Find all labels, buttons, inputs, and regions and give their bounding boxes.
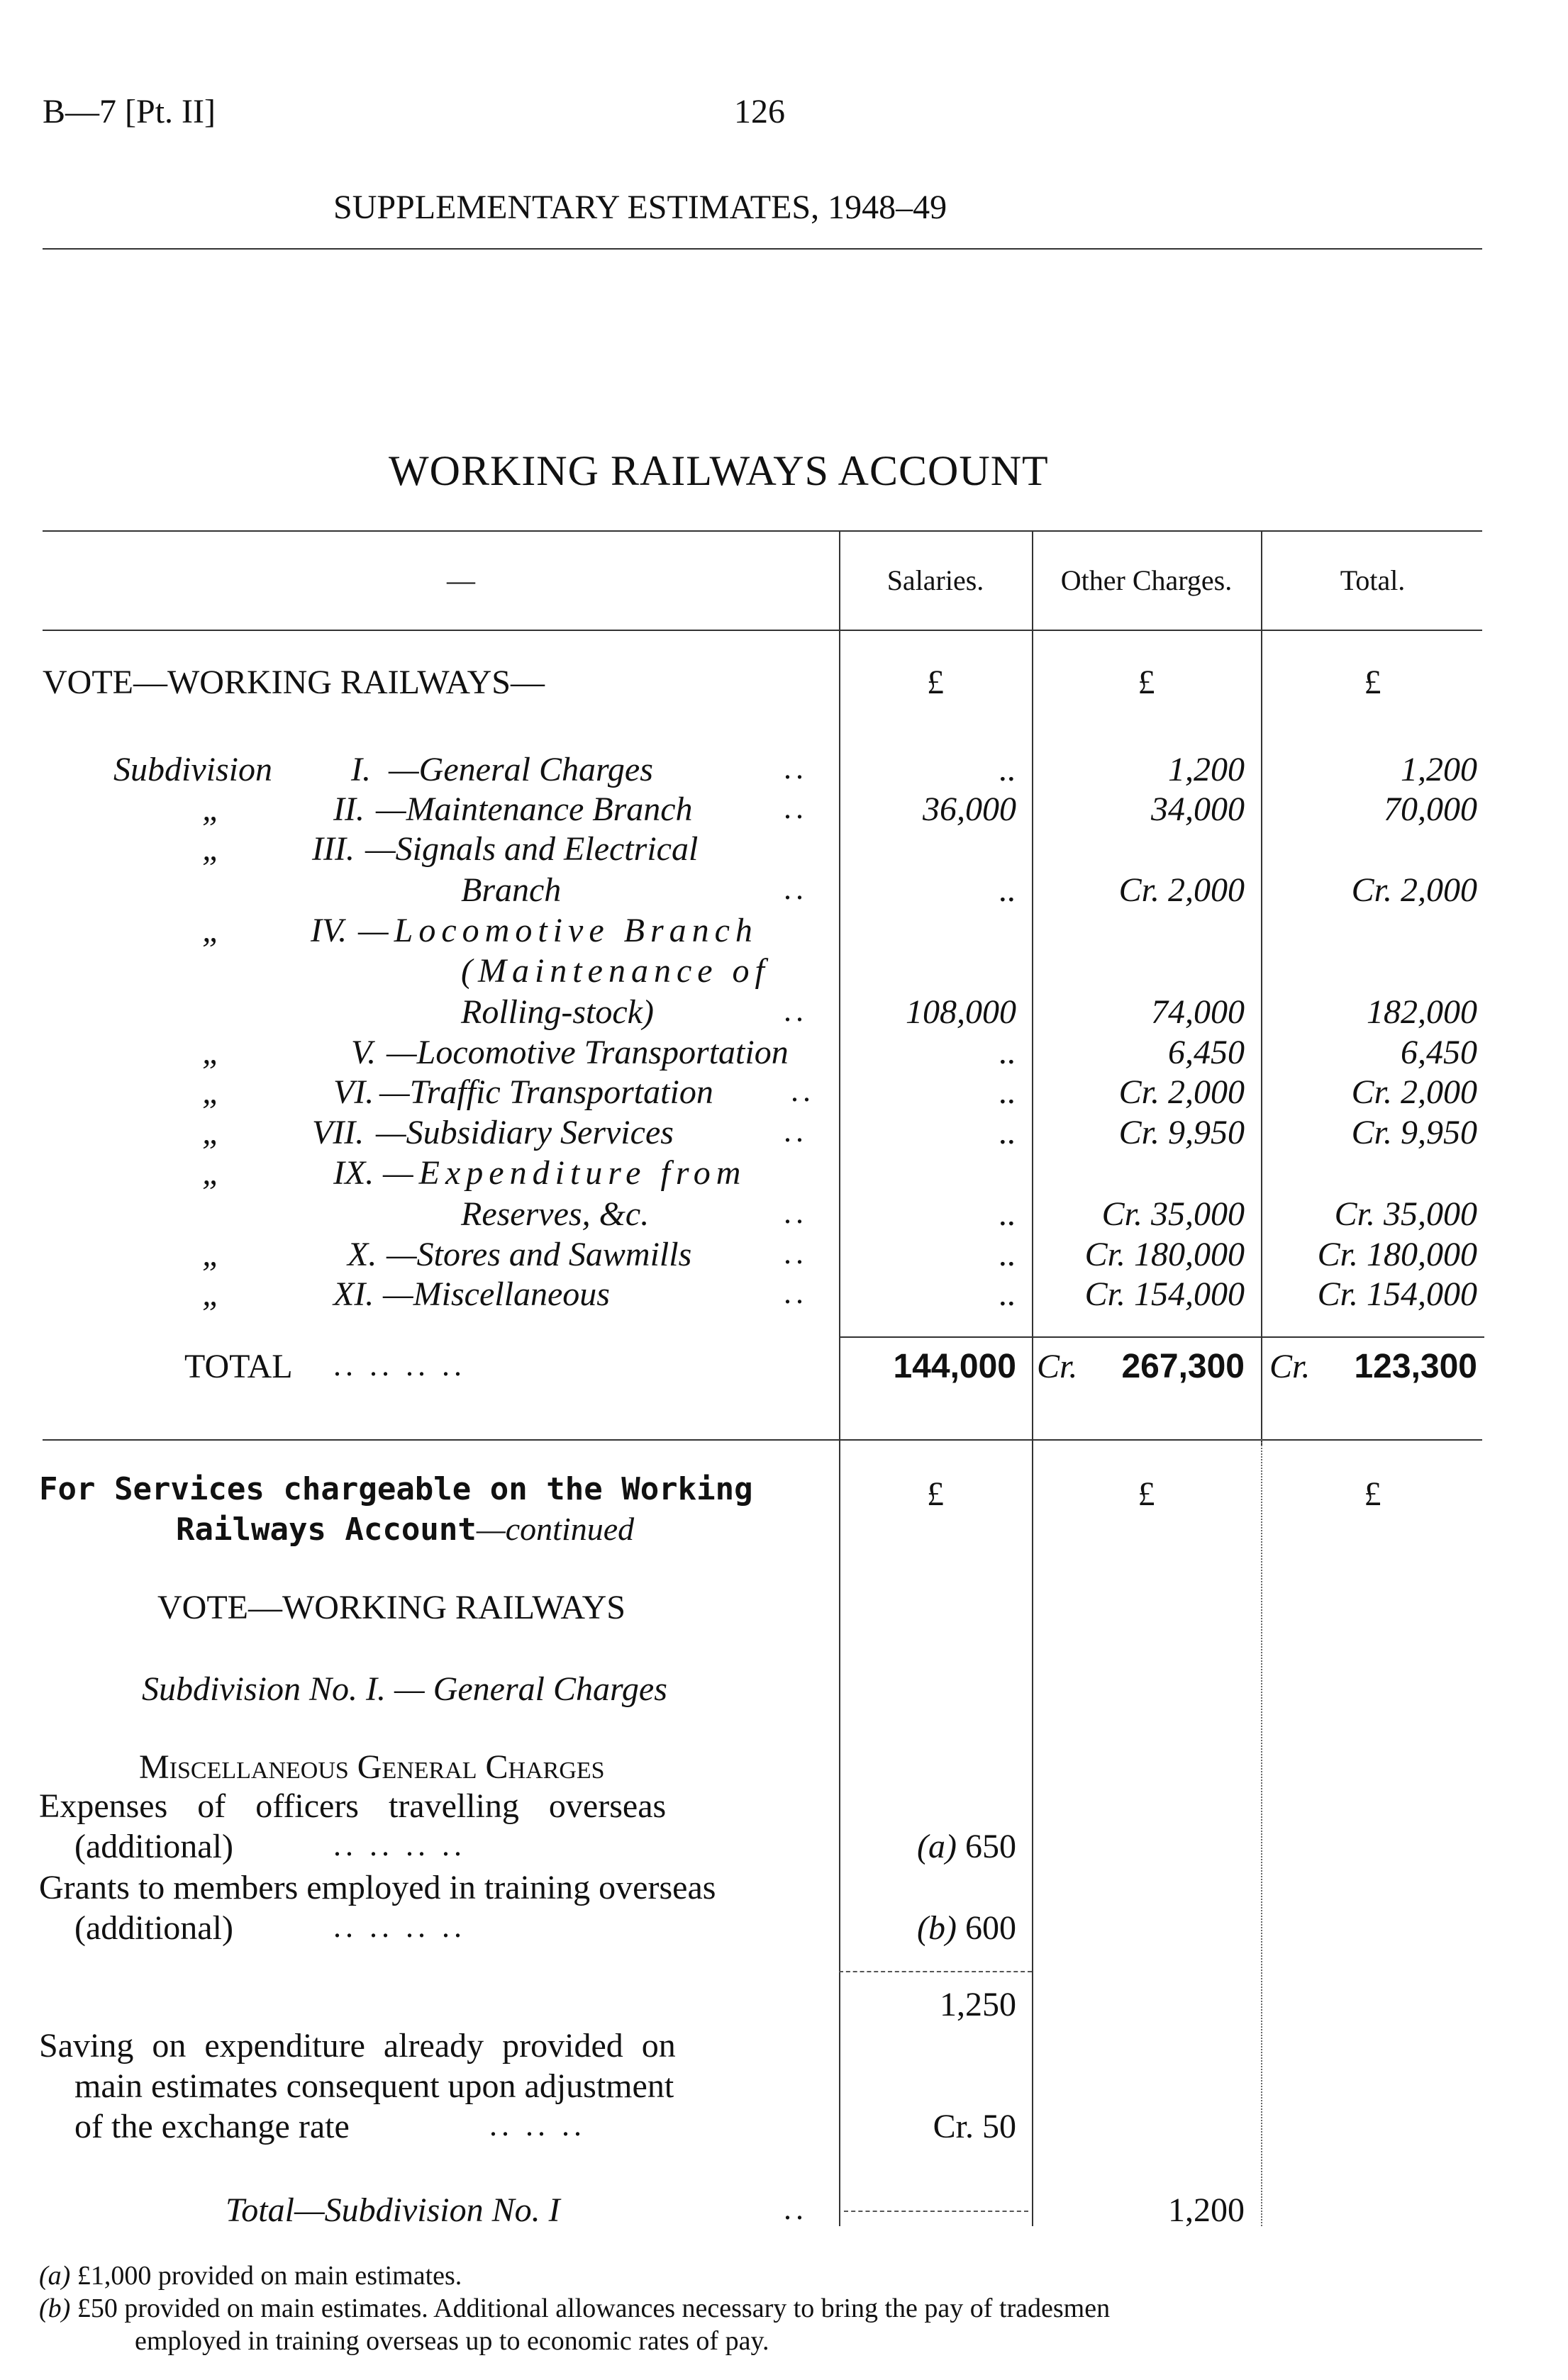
leader-dots: ..: [784, 871, 808, 906]
row-other: Cr. 2,000: [1118, 1073, 1245, 1111]
leader-dots: ..: [791, 1073, 815, 1108]
row-salaries: ..: [999, 1073, 1016, 1111]
row-salaries: ..: [999, 1236, 1016, 1273]
row-salaries: ..: [999, 1114, 1016, 1151]
leader-dots: .. .. ..: [489, 2108, 586, 2142]
row-other: 1,200: [1168, 751, 1245, 788]
row-salaries: ..: [999, 1195, 1016, 1233]
row-salaries: ..: [999, 1275, 1016, 1313]
row-total: Cr. 35,000: [1334, 1195, 1477, 1233]
total-other: 267,300: [1121, 1348, 1245, 1385]
ditto-mark: „: [202, 1073, 221, 1111]
row-number: IV.: [311, 912, 347, 949]
row-number: III.: [312, 830, 355, 868]
item-1-line-2: (additional): [74, 1828, 233, 1865]
footnote-a: (a) £1,000 provided on main estimates.: [39, 2261, 462, 2291]
row-number: X.: [347, 1236, 377, 1273]
total-upper-rule: [839, 1336, 1484, 1338]
ditto-mark: „: [202, 912, 221, 949]
services-vote-label: VOTE—WORKING RAILWAYS: [157, 1589, 625, 1626]
item-1-amount: (a) 650: [917, 1828, 1016, 1865]
row-number: VII.: [312, 1114, 365, 1151]
row-salaries: ..: [999, 751, 1016, 788]
row-salaries: 108,000: [906, 993, 1016, 1031]
saving-amount: Cr. 50: [933, 2108, 1016, 2145]
services-divider-3: [1261, 1439, 1262, 2226]
running-title: SUPPLEMENTARY ESTIMATES, 1948–49: [333, 189, 947, 226]
ditto-mark: „: [202, 830, 221, 868]
row-total: 70,000: [1384, 790, 1477, 828]
column-header-salaries: Salaries.: [886, 564, 984, 596]
leader-dots: .. .. .. ..: [333, 1348, 466, 1382]
total-label: TOTAL: [184, 1348, 293, 1385]
table-bottom-rule: [43, 1439, 1482, 1441]
row-name-line-1: —Locomotive Branch: [358, 912, 758, 949]
table-top-rule: [43, 530, 1482, 532]
vote-label: VOTE—WORKING RAILWAYS—: [43, 664, 545, 701]
subdivision-total-rule: [844, 2211, 1028, 2212]
row-name-line-2: Reserves, &c.: [461, 1195, 650, 1233]
row-name: —Locomotive Transportation: [387, 1034, 789, 1071]
row-number: I.: [351, 751, 371, 788]
row-name-line-1: —Expenditure from: [383, 1154, 747, 1192]
row-other: 34,000: [1151, 790, 1245, 828]
table-header-rule: [43, 630, 1482, 631]
leader-dots: ..: [784, 1236, 808, 1270]
services-currency-2: £: [1138, 1475, 1155, 1513]
leader-dots: ..: [784, 2191, 808, 2226]
row-number: V.: [351, 1034, 377, 1071]
ditto-mark: „: [202, 1114, 221, 1151]
row-total: Cr. 2,000: [1351, 871, 1477, 909]
ditto-mark: „: [202, 1275, 221, 1313]
row-other: 6,450: [1168, 1034, 1245, 1071]
row-total: Cr. 9,950: [1351, 1114, 1477, 1151]
item-2-line-1: Grants to members employed in training overseas: [39, 1869, 716, 1906]
leader-dots: .. .. .. ..: [333, 1909, 466, 1944]
row-name: —General Charges: [389, 751, 653, 788]
row-other: Cr. 180,000: [1084, 1236, 1245, 1273]
ditto-mark: „: [202, 1154, 221, 1192]
ditto-mark: „: [202, 1236, 221, 1273]
row-other: Cr. 2,000: [1118, 871, 1245, 909]
services-divider-2: [1032, 1439, 1033, 2226]
leader-dots: ..: [784, 1275, 808, 1310]
total-other-prefix: Cr.: [1037, 1348, 1078, 1385]
row-salaries: ..: [999, 871, 1016, 909]
row-total: Cr. 2,000: [1351, 1073, 1477, 1111]
row-total: 182,000: [1367, 993, 1477, 1031]
page-reference: B—7 [Pt. II]: [43, 93, 216, 130]
saving-line-1: Saving on expenditure already provided on: [39, 2027, 676, 2065]
row-total: 6,450: [1401, 1034, 1477, 1071]
row-other: Cr. 154,000: [1084, 1275, 1245, 1313]
account-title: WORKING RAILWAYS ACCOUNT: [389, 447, 1049, 494]
saving-line-2: main estimates consequent upon adjustment: [74, 2067, 674, 2105]
currency-salaries: £: [927, 664, 944, 701]
leader-dots: ..: [784, 993, 808, 1028]
row-name: —Maintenance Branch: [376, 790, 693, 828]
services-heading-line-2: Railways Account—continued: [176, 1511, 635, 1548]
row-other: Cr. 9,950: [1118, 1114, 1245, 1151]
subdivision-total-label: Total—Subdivision No. I: [226, 2191, 560, 2229]
total-total: 123,300: [1354, 1348, 1477, 1385]
page-number: 126: [734, 93, 785, 130]
row-name-line-2: (Maintenance of: [461, 952, 770, 990]
row-name: —Stores and Sawmills: [387, 1236, 692, 1273]
item-2-line-2: (additional): [74, 1909, 233, 1947]
footnote-b-line-1: (b) £50 provided on main estimates. Additional allowances necessary to bring the pay of tradesmen: [39, 2294, 1111, 2323]
total-total-prefix: Cr.: [1269, 1348, 1311, 1385]
row-name: —Traffic Transportation: [379, 1073, 713, 1111]
row-name-line-1: —Signals and Electrical: [365, 830, 699, 868]
row-number: XI.: [333, 1275, 374, 1313]
services-currency-3: £: [1364, 1475, 1381, 1513]
row-name-line-3: Rolling-stock): [461, 993, 654, 1031]
row-salaries: 36,000: [923, 790, 1016, 828]
row-total: Cr. 180,000: [1317, 1236, 1477, 1273]
footnote-b-line-2: employed in training overseas up to economic rates of pay.: [135, 2326, 769, 2356]
leader-dots: ..: [784, 790, 808, 825]
subdivision-total-amount: 1,200: [1168, 2191, 1245, 2229]
column-header-other-charges: Other Charges.: [1060, 564, 1233, 596]
row-number: II.: [333, 790, 365, 828]
row-total: 1,200: [1401, 751, 1477, 788]
leader-dots: ..: [784, 751, 808, 786]
services-subdivision-label: Subdivision No. I. — General Charges: [142, 1670, 667, 1708]
stub-header: —: [447, 564, 475, 596]
row-number: IX.: [333, 1154, 374, 1192]
section-title: Miscellaneous General Charges: [139, 1748, 605, 1786]
currency-other: £: [1138, 664, 1155, 701]
column-header-total: Total.: [1340, 564, 1406, 596]
currency-total: £: [1364, 664, 1381, 701]
ditto-mark: „: [202, 790, 221, 828]
row-number: VI.: [333, 1073, 374, 1111]
row-salaries: ..: [999, 1034, 1016, 1071]
services-heading-line-1: For Services chargeable on the Working: [39, 1471, 753, 1507]
leader-dots: ..: [784, 1114, 808, 1149]
item-1-line-1: Expenses of officers travelling overseas: [39, 1787, 667, 1825]
subdivision-word: Subdivision: [113, 751, 272, 788]
saving-line-3: of the exchange rate: [74, 2108, 350, 2145]
subtotal-amount: 1,250: [940, 1986, 1016, 2023]
leader-dots: .. .. .. ..: [333, 1828, 466, 1862]
header-rule: [43, 248, 1482, 250]
row-name-line-2: Branch: [461, 871, 562, 909]
row-total: Cr. 154,000: [1317, 1275, 1477, 1313]
row-name: —Miscellaneous: [383, 1275, 610, 1313]
subtotal-rule: [839, 1971, 1032, 1972]
row-other: Cr. 35,000: [1101, 1195, 1245, 1233]
row-other: 74,000: [1151, 993, 1245, 1031]
ditto-mark: „: [202, 1034, 221, 1071]
services-currency-1: £: [927, 1475, 944, 1513]
row-name: —Subsidiary Services: [376, 1114, 674, 1151]
total-salaries: 144,000: [893, 1348, 1016, 1385]
item-2-amount: (b) 600: [917, 1909, 1016, 1947]
leader-dots: ..: [784, 1195, 808, 1230]
